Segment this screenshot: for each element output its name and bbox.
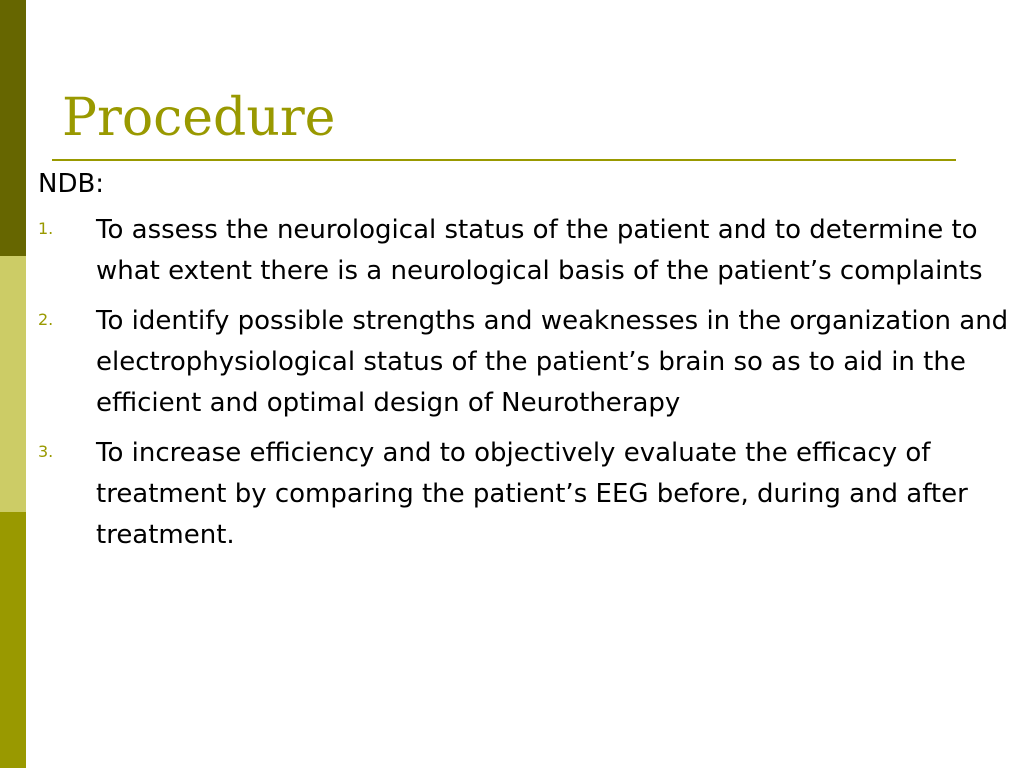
list-item-number: 3. bbox=[38, 442, 54, 461]
title-divider bbox=[52, 159, 956, 161]
side-bar-middle bbox=[0, 256, 26, 512]
list-item-number: 1. bbox=[38, 219, 54, 238]
list-item-text: To increase efficiency and to objectively evaluate the efficacy of treatment by comparing the patient’s EEG before, during and after treatment. bbox=[96, 438, 968, 550]
section-label: NDB: bbox=[38, 169, 105, 199]
list-item bbox=[38, 301, 1014, 424]
list-item bbox=[38, 433, 1014, 556]
list-item-number: 2. bbox=[38, 310, 54, 329]
slide-title: Procedure bbox=[62, 88, 336, 148]
list-item-text: To identify possible strengths and weaknesses in the organization and electrophysiological status of the patient’s brain so as to aid in the efficient and optimal design of Neurotherapy bbox=[96, 306, 1009, 418]
numbered-list bbox=[38, 210, 1014, 556]
side-bar-top bbox=[0, 0, 26, 256]
slide-content bbox=[38, 164, 1014, 565]
list-item-text: To assess the neurological status of the patient and to determine to what extent there is a neurological basis of the patient’s complaints bbox=[96, 215, 983, 286]
side-bar-bottom bbox=[0, 512, 26, 768]
list-item bbox=[38, 210, 1014, 292]
